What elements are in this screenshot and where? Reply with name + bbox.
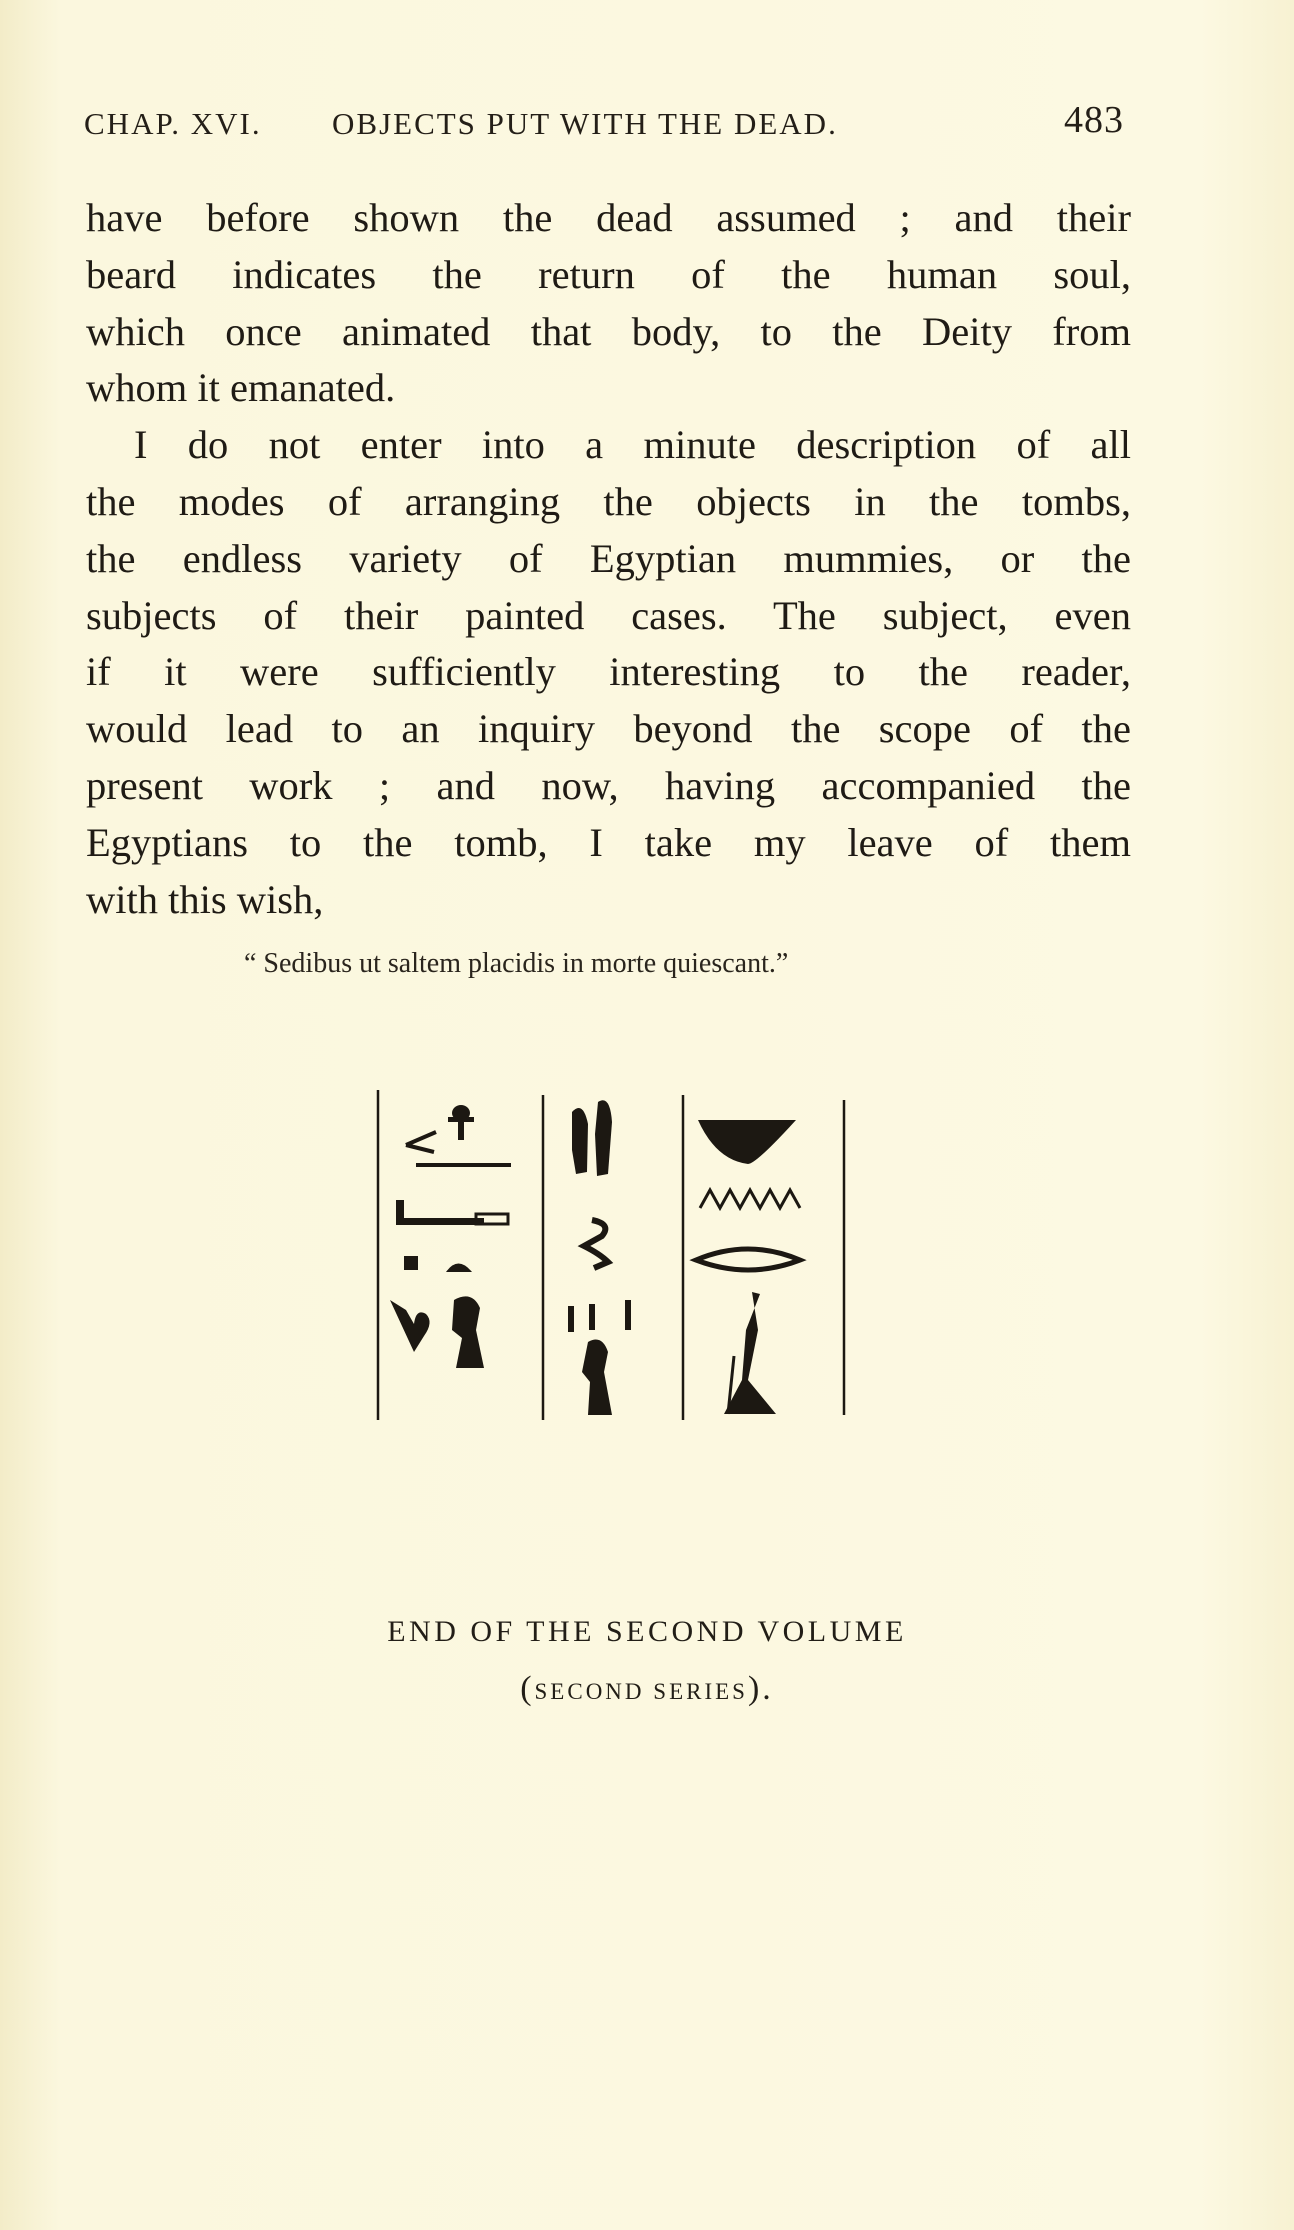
mound-icon	[446, 1264, 472, 1273]
plural-strokes-icon	[568, 1300, 631, 1332]
chapter-label: CHAP. XVI.	[84, 106, 262, 141]
seated-figure-icon	[452, 1296, 484, 1368]
water-zigzag-icon	[700, 1190, 800, 1208]
page-number: 483	[1064, 99, 1124, 141]
running-title: OBJECTS PUT WITH THE DEAD.	[332, 106, 838, 141]
series-subtitle	[0, 1670, 1294, 1708]
text-line: subjects of their painted cases. The subject, even	[86, 592, 1131, 638]
text-line: I do not enter into a minute description of all	[134, 422, 1131, 468]
reed-leaf-icon	[572, 1100, 612, 1176]
text-line: have before shown the dead assumed ; and their	[86, 195, 1131, 240]
basket-icon	[698, 1120, 796, 1164]
open-paren: (	[520, 1670, 535, 1707]
reed-leaf-icon	[396, 1200, 508, 1225]
running-header	[84, 98, 1124, 148]
volume-end-title: END OF THE SECOND VOLUME	[387, 1615, 907, 1648]
text-line: beard indicates the return of the human soul,	[86, 251, 1131, 297]
series-label: SECOND SERIES	[534, 1679, 748, 1704]
square-block-icon	[404, 1256, 418, 1270]
text-line: the endless variety of Egyptian mummies, or the	[86, 535, 1131, 581]
text-line: whom it emanated.	[86, 365, 396, 411]
close-paren: ).	[747, 1670, 774, 1707]
text-line: which once animated that body, to the Deity from	[86, 308, 1131, 354]
seated-figure-icon	[582, 1340, 612, 1415]
hieroglyph-panel	[376, 1090, 846, 1420]
bird-glyph-icon	[390, 1300, 430, 1352]
text-line: with this wish,	[86, 876, 324, 922]
vulture-bird-icon	[724, 1292, 776, 1414]
cobra-glyph-icon	[584, 1220, 608, 1268]
body-text	[86, 190, 1131, 928]
text-line: if it were sufficiently interesting to the reader,	[86, 649, 1131, 695]
mouth-glyph-icon	[696, 1249, 800, 1270]
text-line: would lead to an inquiry beyond the scope of the	[86, 706, 1131, 752]
text-line: Egyptians to the tomb, I take my leave of them	[86, 819, 1131, 865]
ankh-glyph-icon	[448, 1105, 474, 1140]
text-line: the modes of arranging the objects in the tombs,	[86, 478, 1131, 524]
text-line: present work ; and now, having accompanied the	[86, 762, 1131, 808]
latin-quote: “ Sedibus ut saltem placidis in morte quiescant.”	[244, 948, 789, 979]
